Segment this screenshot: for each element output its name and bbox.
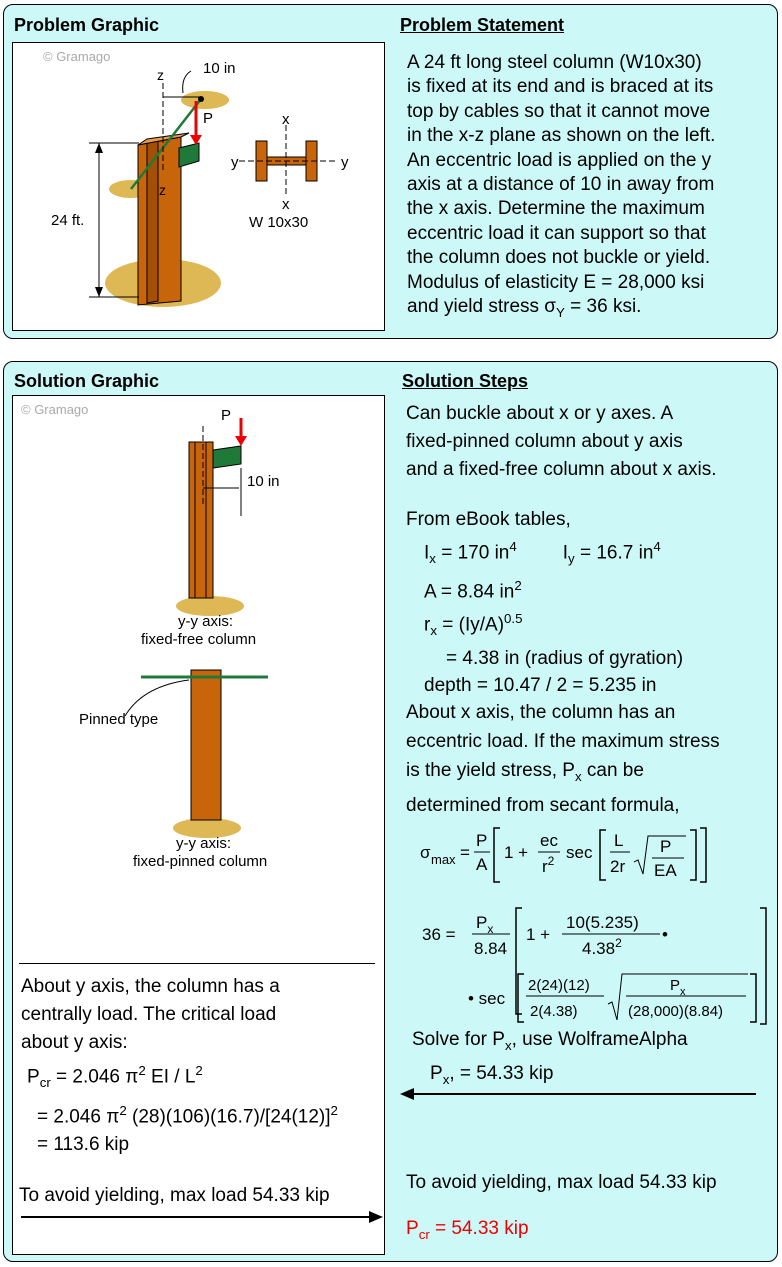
frac-884: 8.84 [474, 939, 508, 958]
right-arrow [13, 1207, 384, 1227]
column-figure [13, 43, 384, 330]
left-arrow [400, 1084, 760, 1104]
frac-Px: $P_x$ [476, 913, 494, 936]
solution-steps-title: Solution Steps [402, 371, 528, 391]
statement-line: A 24 ft long steel column (W10x30) [407, 52, 702, 73]
anchor-blob-top [181, 91, 229, 109]
frac-P: P [476, 831, 488, 850]
statement-line: the x axis. Determine the maximum [407, 198, 705, 220]
eq-sign: = [460, 843, 470, 862]
secant-formula [404, 810, 774, 1030]
den-2: 4.38$^2$ [582, 936, 622, 958]
height-arrow-top [95, 143, 103, 153]
solve-text: Solve for $P_x$, use WolframeAlpha $P_x$, = 54.33 kip [412, 1026, 688, 1094]
one-plus-2: 1 + [526, 925, 551, 944]
section-y-left: y [231, 154, 239, 171]
pcr-eq3: = 113.6 kip [37, 1134, 130, 1156]
statement-line: An eccentric load is applied on the y [407, 149, 712, 171]
problem-panel [3, 4, 778, 339]
pcr-eq1: $P_{cr} = 2.046$ $\pi^2$ EI / $L^2$ [27, 1063, 203, 1091]
load-arrowhead-1 [235, 436, 247, 446]
rx-line: $r_x = (Iy/A)^{0.5}$ [424, 611, 523, 639]
section-label: W 10x30 [249, 214, 309, 231]
num-2: 10(5.235) [566, 913, 639, 932]
x-axis-text: About x axis, the column has an eccentric load. If the maximum stress is the yield stress, $P_x$ can be determined from secant formula, [406, 702, 720, 816]
frac-r2: $r^2$ [542, 854, 555, 876]
column-1 [189, 442, 213, 598]
caption-2a: y-y axis: [176, 835, 232, 852]
rx-result: = 4.38 in (radius of gyration) [446, 647, 684, 669]
caption-1b: fixed-free column [141, 631, 257, 648]
depth-line: depth = 10.47 / 2 = 5.235 in [424, 674, 657, 696]
column-body [138, 137, 181, 305]
dot: • [662, 925, 668, 944]
load-label: P [203, 110, 214, 127]
one-plus: 1 + [504, 843, 529, 862]
section-x-top: x [282, 111, 290, 128]
right-conclusion: To avoid yielding, max load 54.33 kip [406, 1172, 717, 1193]
problem-graphic [12, 42, 385, 331]
problem-graphic-title: Problem Graphic [14, 15, 160, 35]
solution-graphic-title: Solution Graphic [14, 371, 160, 391]
bracket [179, 143, 199, 167]
column-2 [191, 670, 221, 820]
statement-line: eccentric load it can support so that [407, 222, 706, 244]
section-x-bottom: x [282, 196, 290, 213]
statement-line: axis at a distance of 10 in away from [407, 174, 715, 196]
cross-section [239, 125, 335, 197]
load-arrowhead [190, 135, 202, 145]
y-axis-explanation: About y axis, the column has a centrally load. The critical load about y axis: $P_{cr} = 2.046$ $\pi^2$ EI / $L^2$ = 2.046 $\pi^2$ $(28)(106)(16.7)/[24(12)]^2$ = 113.6 kip [21, 973, 338, 1159]
problem-statement-title: Problem Statement [400, 15, 565, 35]
z-label-bottom: z [159, 182, 166, 198]
px-result: $P_x$, = 54.33 kip [430, 1062, 554, 1087]
pcr-eq2: = 2.046 $\pi^2$ $(28)(106)(16.7)/[24(12)]^2$ [37, 1103, 338, 1128]
caption-1a: y-y axis: [178, 613, 234, 630]
left-conclusion: To avoid yielding, max load 54.33 kip [19, 1185, 330, 1206]
intro-text: Can buckle about x or y axes. A fixed-pinned column about y axis and a fixed-free column about x axis. [406, 403, 717, 480]
den-3: 2(4.38) [530, 1003, 578, 1020]
pinned-label: Pinned type [79, 711, 159, 728]
section-y-right: y [341, 154, 349, 171]
statement-line: is fixed at its end and is braced at its [407, 76, 714, 98]
load-point [198, 96, 204, 102]
copyright: © Gramago [43, 49, 111, 64]
sec: sec [566, 843, 593, 862]
statement-line: and yield stress $\sigma_Y = 36$ ksi. [407, 296, 642, 320]
area-line: A = 8.84 $in^2$ [424, 578, 522, 603]
num-Px: $P_x$ [670, 977, 686, 998]
statement-line: in the x-z plane as shown on the left. [407, 125, 716, 147]
copyright: © Gramago [21, 402, 89, 417]
frac-L: L [614, 831, 624, 850]
load-label-1: P [221, 407, 232, 424]
sigma: σ [420, 843, 431, 862]
height-label: 24 ft. [51, 212, 85, 229]
frac-P2: P [660, 837, 672, 856]
frac-2r: 2r [610, 857, 626, 876]
dim-10in-label: 10 in [203, 60, 236, 77]
caption-2b: fixed-pinned column [133, 853, 268, 870]
dim-10in-label-1: 10 in [247, 473, 280, 490]
dot-sec: • sec [468, 989, 506, 1008]
z-label-top: z [157, 67, 164, 83]
bracket-1 [213, 446, 241, 468]
num-3: 2(24)(12) [528, 977, 590, 994]
tables-block: From eBook tables, $I_x = 170$ $in^4$ $I_y = 16.7$ $in^4$ A = 8.84 $in^2$ $r_x = (Iy/A)^{0.5}$ = 4.38 in (radius of gyration) depth = 10.47 / 2 = 5.235 in [406, 506, 683, 699]
ix-iy-line: $I_x = 170$ $in^4$ $I_y = 16.7$ $in^4$ [424, 539, 661, 567]
statement-line: Modulus of elasticity E = 28,000 ksi [407, 271, 705, 293]
statement-line: top by cables so that it cannot move [407, 100, 711, 122]
frac-A: A [476, 855, 488, 874]
solution-panel [3, 361, 778, 1262]
height-arrow-bottom [95, 287, 103, 297]
frac-EA: EA [654, 861, 677, 880]
frac-ec: ec [540, 831, 558, 850]
divider [19, 963, 375, 964]
dim-leader [183, 71, 191, 93]
lhs-36: 36 = [422, 925, 456, 944]
solution-figure [13, 396, 384, 896]
final-answer: $P_{cr} = 54.33$ kip [406, 1218, 529, 1242]
den-3b: (28,000)(8.84) [628, 1003, 724, 1020]
solution-graphic [12, 395, 385, 1255]
problem-statement [407, 51, 715, 325]
sigma-sub: max [431, 852, 456, 867]
statement-line: the column does not buckle or yield. [407, 247, 711, 269]
